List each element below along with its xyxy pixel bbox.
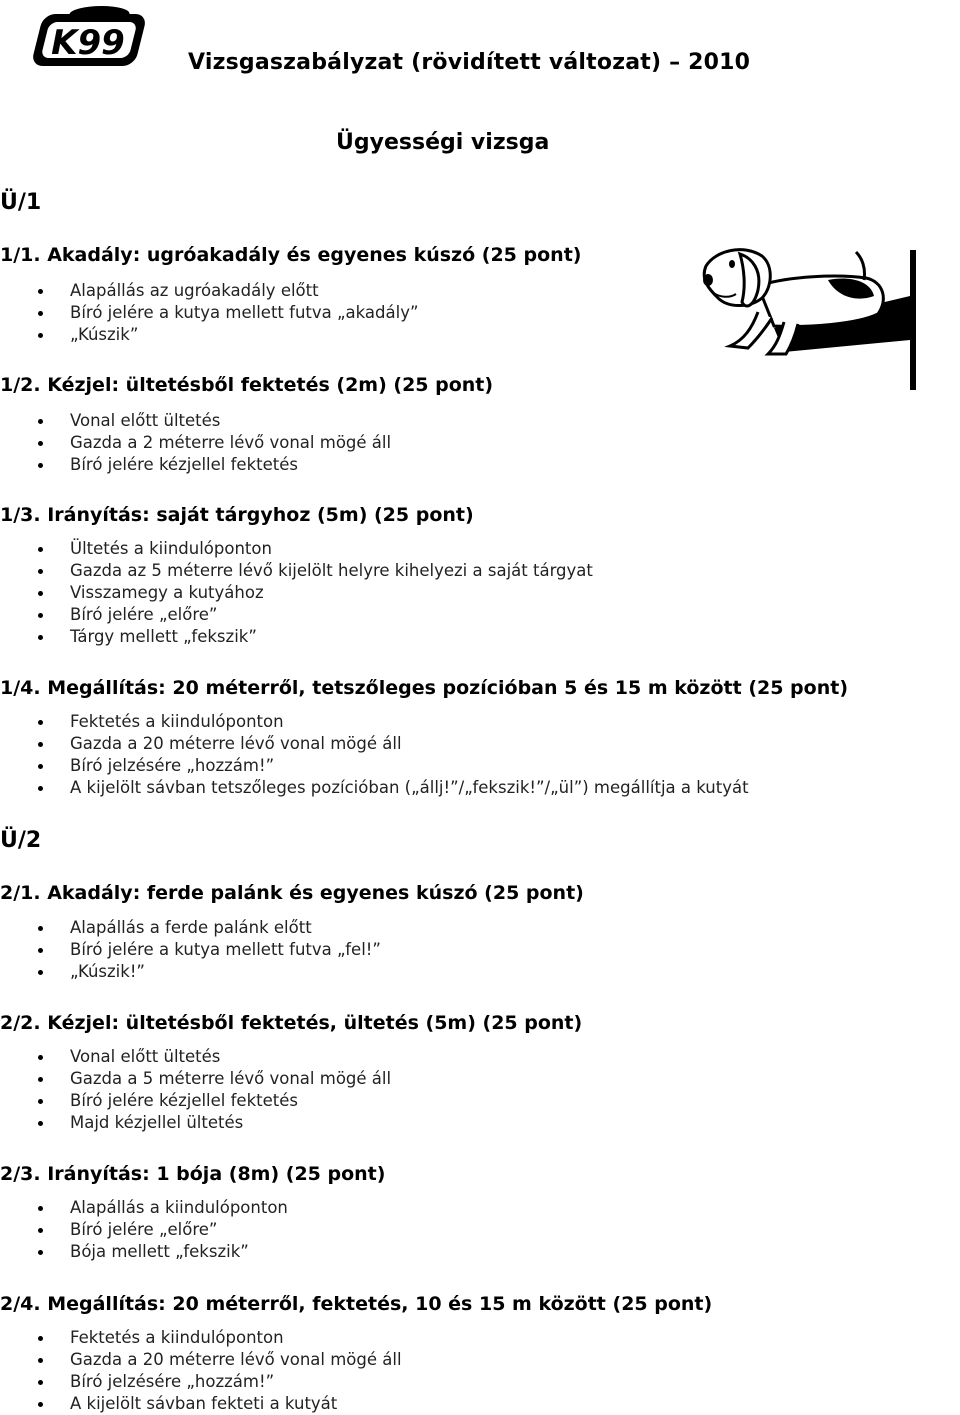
list-item: Ültetés a kiindulóponton — [0, 538, 593, 560]
list-item: Gazda a 5 méterre lévő vonal mögé áll — [0, 1068, 391, 1090]
logo-text: K99 — [51, 23, 125, 63]
exercise-list — [0, 1327, 402, 1415]
exercise-title: 2/1. Akadály: ferde palánk és egyenes kúszó (25 pont) — [0, 882, 584, 904]
list-item: „Kúszik” — [0, 324, 419, 346]
document-title: Vizsgaszabályzat (rövidített változat) – 2010 — [188, 50, 751, 75]
exercise-list — [0, 711, 749, 799]
list-item: Bíró jelzésére „hozzám!” — [0, 755, 749, 777]
list-item: Gazda a 2 méterre lévő vonal mögé áll — [0, 432, 391, 454]
list-item: Vonal előtt ültetés — [0, 410, 391, 432]
exercise-list — [0, 410, 391, 476]
exercise-list — [0, 1197, 288, 1263]
list-item: Fektetés a kiindulóponton — [0, 711, 749, 733]
list-item: Bíró jelére „előre” — [0, 604, 593, 626]
exercise-title: 2/2. Kézjel: ültetésből fektetés, ültetés (5m) (25 pont) — [0, 1012, 583, 1034]
crawling-dog-illustration — [688, 236, 924, 396]
list-item: A kijelölt sávban fekteti a kutyát — [0, 1393, 402, 1415]
exercise-title: 2/3. Irányítás: 1 bója (8m) (25 pont) — [0, 1163, 386, 1185]
exercise-list — [0, 280, 419, 346]
list-item: „Kúszik!” — [0, 961, 381, 983]
exercise-title: 2/4. Megállítás: 20 méterről, fektetés, 10 és 15 m között (25 pont) — [0, 1293, 713, 1315]
list-item: Bíró jelére a kutya mellett futva „fel!” — [0, 939, 381, 961]
list-item: Majd kézjellel ültetés — [0, 1112, 391, 1134]
list-item: Bíró jelzésére „hozzám!” — [0, 1371, 402, 1393]
list-item: A kijelölt sávban tetszőleges pozícióban („állj!”/„fekszik!”/„ül”) megállítja a kutyát — [0, 777, 749, 799]
exercise-title: 1/3. Irányítás: saját tárgyhoz (5m) (25 pont) — [0, 504, 474, 526]
exercise-list — [0, 1046, 391, 1134]
k99-logo — [28, 4, 150, 70]
section-title: Ügyességi vizsga — [336, 130, 550, 155]
exercise-list — [0, 917, 381, 983]
list-item: Gazda az 5 méterre lévő kijelölt helyre kihelyezi a saját tárgyat — [0, 560, 593, 582]
list-item: Alapállás a kiindulóponton — [0, 1197, 288, 1219]
list-item: Bíró jelére „előre” — [0, 1219, 288, 1241]
list-item: Vonal előtt ültetés — [0, 1046, 391, 1068]
list-item: Fektetés a kiindulóponton — [0, 1327, 402, 1349]
list-item: Gazda a 20 méterre lévő vonal mögé áll — [0, 1349, 402, 1371]
list-item: Bíró jelére kézjellel fektetés — [0, 1090, 391, 1112]
list-item: Alapállás a ferde palánk előtt — [0, 917, 381, 939]
part-label: Ü/2 — [0, 828, 42, 853]
exercise-title: 1/4. Megállítás: 20 méterről, tetszőleges pozícióban 5 és 15 m között (25 pont) — [0, 677, 849, 699]
list-item: Alapállás az ugróakadály előtt — [0, 280, 419, 302]
list-item: Bója mellett „fekszik” — [0, 1241, 288, 1263]
list-item: Gazda a 20 méterre lévő vonal mögé áll — [0, 733, 749, 755]
exercise-title: 1/2. Kézjel: ültetésből fektetés (2m) (25 pont) — [0, 374, 494, 396]
list-item: Bíró jelére a kutya mellett futva „akadály” — [0, 302, 419, 324]
list-item: Visszamegy a kutyához — [0, 582, 593, 604]
exercise-title: 1/1. Akadály: ugróakadály és egyenes kúszó (25 pont) — [0, 244, 582, 266]
part-label: Ü/1 — [0, 190, 42, 215]
list-item: Tárgy mellett „fekszik” — [0, 626, 593, 648]
list-item: Bíró jelére kézjellel fektetés — [0, 454, 391, 476]
exercise-list — [0, 538, 593, 648]
